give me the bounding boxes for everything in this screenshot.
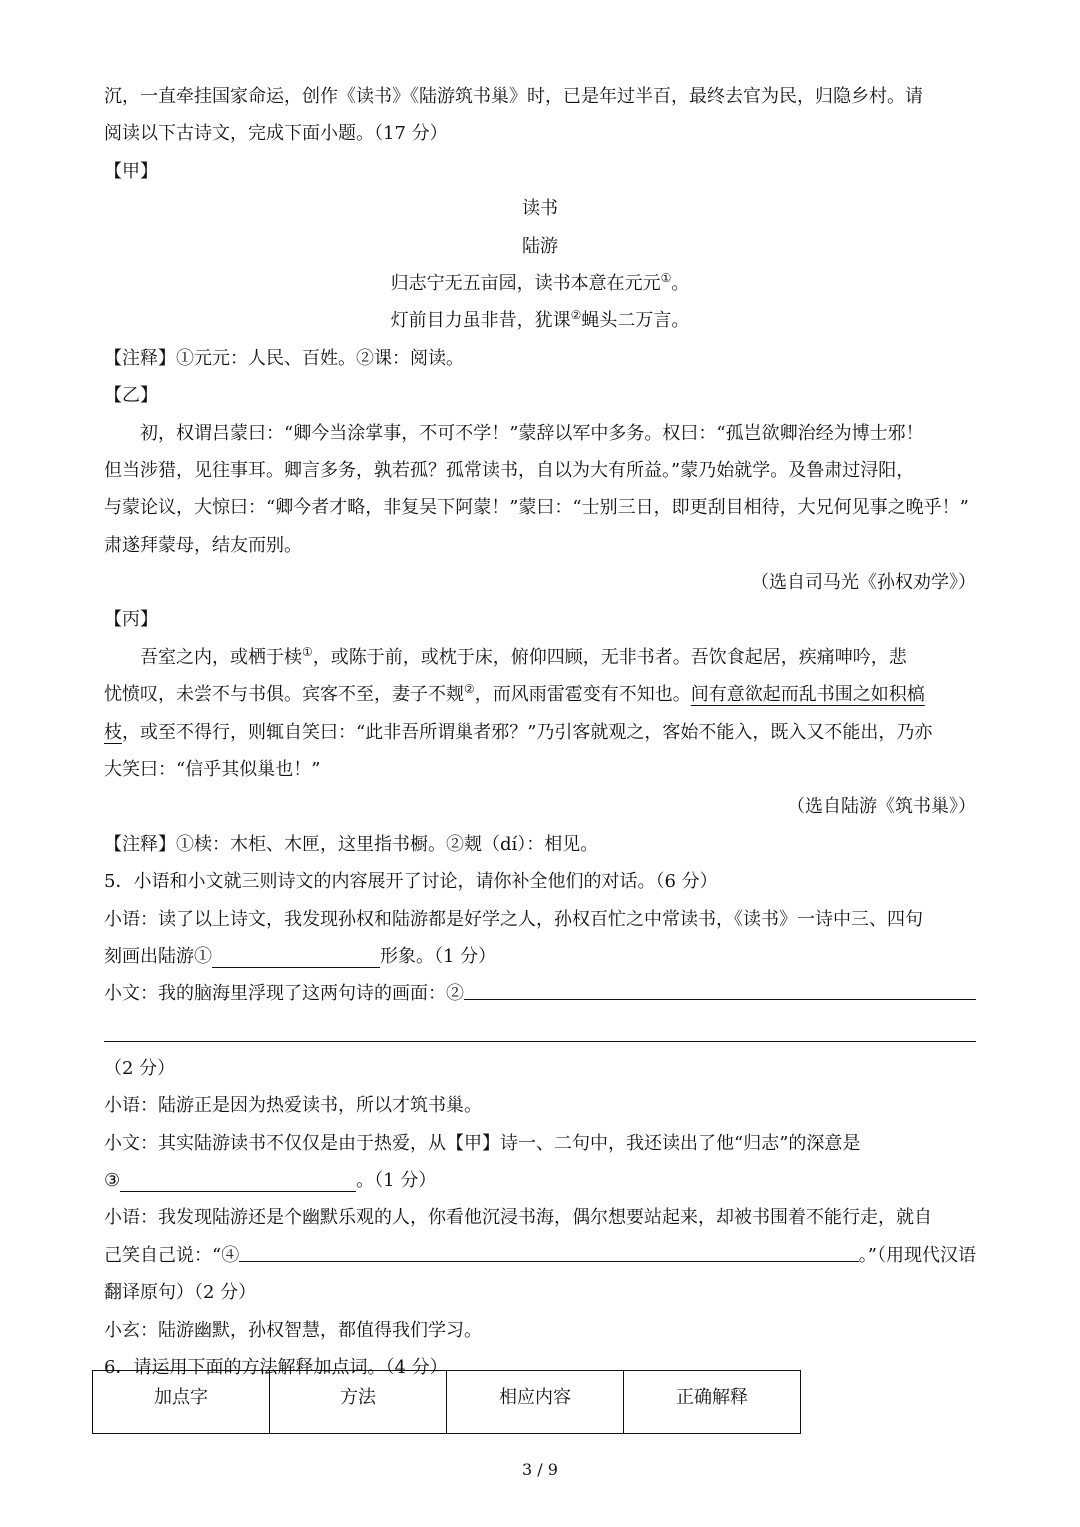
intro-line-2: 阅读以下古诗文，完成下面小题。（17 分） [104, 123, 448, 145]
poem-title: 读书 [522, 198, 558, 220]
section-yi-label: 【乙】 [104, 385, 158, 407]
dialogue-5-line-1: 小语：我发现陆游还是个幽默乐观的人，你看他沉浸书海，偶尔想要站起来，却被书围着不能行走，就自 [104, 1207, 932, 1229]
answer-blank-2-continued[interactable] [104, 1013, 976, 1042]
section-jia-label: 【甲】 [104, 160, 158, 182]
method-table [92, 1370, 801, 1434]
verse-1-end: 。 [671, 272, 690, 294]
header-dotted-char: 加点字 [93, 1371, 270, 1434]
header-method: 方法 [270, 1371, 447, 1434]
answer-blank-4[interactable] [239, 1237, 859, 1262]
underlined-sentence-end: 枝 [104, 721, 122, 743]
d4-post: 。（1 分） [356, 1169, 437, 1191]
header-content: 相应内容 [447, 1371, 624, 1434]
bing-note: 【注释】①椟：木柜、木匣，这里指书橱。②觌（dí）：相见。 [104, 833, 599, 855]
bing-line-4: 大笑曰：“信乎其似巢也！” [104, 759, 321, 781]
dialogue-5-line-2 [104, 1237, 976, 1274]
section-bing-label: 【丙】 [104, 609, 158, 631]
bing-l3-b: ，或至不得行，则辄自笑曰：“此非吾所谓巢者邪？”乃引客就观之，客始不能入，既入又不能出，乃亦 [122, 721, 933, 743]
verse-2-post: 蝇头二万言。 [581, 310, 690, 332]
bing-line-2 [104, 676, 976, 713]
bing-source: （选自陆游《筑书巢》） [787, 796, 976, 818]
yi-line-3: 与蒙论议，大惊曰：“卿今者才略，非复吴下阿蒙！”蒙曰：“士别三日，即更刮目相待，大兄何见事之晚乎！” [104, 497, 969, 519]
poem-verse-2 [104, 302, 976, 339]
answer-blank-2[interactable] [464, 975, 976, 1000]
bing-l2-a: 忧愤叹，未尝不与书俱。宾客不至，妻子不觌 [104, 684, 464, 706]
d5-pre: 己笑自己说：“④ [104, 1244, 240, 1266]
yi-line-4: 肃遂拜蒙母，结友而别。 [104, 534, 302, 556]
answer-blank-3[interactable] [120, 1167, 356, 1192]
yi-line-1: 初，权谓吕蒙曰：“卿今当涂掌事，不可不学！”蒙辞以军中多务。权曰：“孤岂欲卿治经为博士邪！ [140, 422, 924, 444]
d1-post: 形象。（1 分） [380, 945, 497, 967]
note-marker-1: ① [302, 644, 313, 659]
d2-pre: 小文：我的脑海里浮现了这两句诗的画面：② [104, 983, 464, 1005]
bing-l1-a: 吾室之内，或栖于椟 [140, 646, 302, 668]
poem-verse-1 [104, 265, 976, 302]
note-marker-2: ② [570, 308, 582, 323]
verse-2-pre: 灯前目力虽非昔，犹课 [390, 310, 571, 332]
d4-pre: ③ [104, 1169, 121, 1191]
note-marker-1: ① [660, 270, 672, 285]
bing-line-3 [104, 714, 976, 751]
note-marker-2: ② [464, 682, 475, 697]
page-number: 3 / 9 [522, 1460, 558, 1479]
intro-line-1: 沉，一直牵挂国家命运，创作《读书》《陆游筑书巢》时，已是年过半百，最终去官为民，归隐乡村。请 [104, 86, 923, 107]
document-body [104, 78, 976, 1386]
bing-l2-b: ，而风雨雷雹变有不知也。 [474, 684, 691, 706]
dialogue-1-line-1: 小语：读了以上诗文，我发现孙权和陆游都是好学之人，孙权百忙之中常读书，《读书》一诗中三、四句 [104, 908, 923, 930]
table-header-row [93, 1371, 801, 1434]
dialogue-4-line-2 [104, 1162, 976, 1199]
bing-line-1 [104, 639, 976, 676]
answer-blank-1[interactable] [212, 943, 380, 968]
d1-pre: 刻画出陆游① [104, 945, 212, 967]
poem-author: 陆游 [522, 235, 558, 257]
dialogue-1-line-2 [104, 938, 976, 975]
question-6-stem: 6．请运用下面的方法解释加点词。（4 分） [104, 1356, 448, 1378]
dialogue-2-score: （2 分） [104, 1057, 176, 1079]
verse-1-text: 归志宁无五亩园，读书本意在元元 [390, 272, 661, 294]
dialogue-5-line-3: 翻译原句）（2 分） [104, 1282, 257, 1304]
dialogue-6: 小玄：陆游幽默，孙权智慧，都值得我们学习。 [104, 1319, 482, 1341]
question-5-stem: 5．小语和小文就三则诗文的内容展开了讨论，请你补全他们的对话。（6 分） [104, 871, 718, 893]
header-explanation: 正确解释 [624, 1371, 801, 1434]
d5-post: 。”（用现代汉语 [858, 1244, 976, 1266]
dialogue-2-line-1 [104, 975, 976, 1012]
dialogue-4-line-1: 小文：其实陆游读书不仅仅是由于热爱，从【甲】诗一、二句中，我还读出了他“归志”的深意是 [104, 1132, 861, 1154]
bing-l1-b: ，或陈于前，或枕于床，俯仰四顾，无非书者。吾饮食起居，疾痛呻吟，悲 [312, 646, 907, 668]
underlined-sentence: 间有意欲起而乱书围之如积槁 [690, 684, 925, 706]
jia-note: 【注释】①元元：人民、百姓。②课：阅读。 [104, 347, 464, 369]
yi-line-2: 但当涉猎，见往事耳。卿言多务，孰若孤？孤常读书，自以为大有所益。”蒙乃始就学。及鲁肃过浔阳， [104, 459, 915, 481]
dialogue-3: 小语：陆游正是因为热爱读书，所以才筑书巢。 [104, 1095, 482, 1117]
yi-source: （选自司马光《孙权劝学》） [751, 572, 976, 594]
